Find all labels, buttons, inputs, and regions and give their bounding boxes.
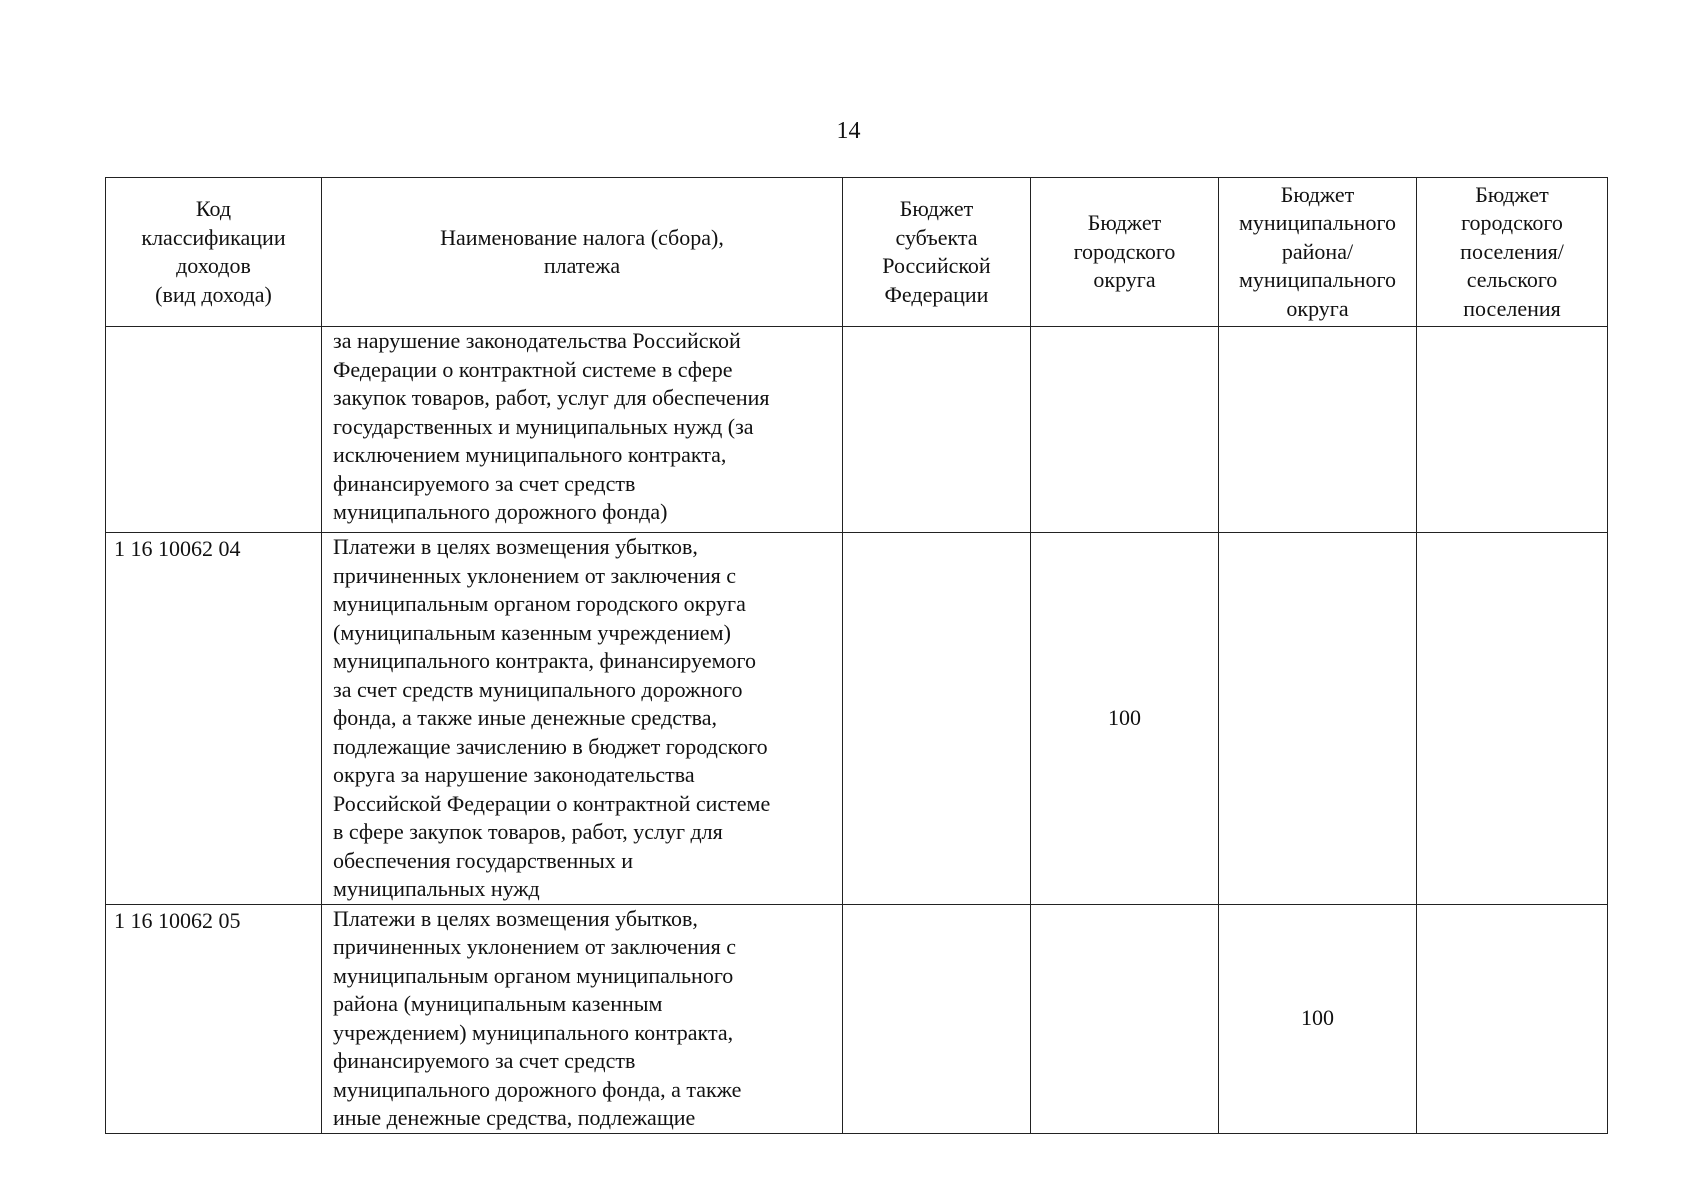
subject-budget-cell	[843, 533, 1031, 905]
page-number: 14	[836, 118, 861, 144]
table-header-row	[106, 178, 1608, 327]
settlement-budget-cell	[1417, 533, 1608, 905]
revenue-distribution-table	[105, 177, 1608, 1134]
header-subject-budget: Бюджет субъекта Российской Федерации	[843, 178, 1031, 327]
table-row	[106, 327, 1608, 533]
city-district-budget-cell	[1031, 327, 1219, 533]
income-code-cell	[106, 327, 322, 533]
subject-budget-cell	[843, 904, 1031, 1133]
municipal-district-budget-cell	[1219, 533, 1417, 905]
city-district-budget-cell: 100	[1031, 533, 1219, 905]
settlement-budget-cell	[1417, 327, 1608, 533]
header-city-district-budget: Бюджет городского округа	[1031, 178, 1219, 327]
header-municipal-district-budget: Бюджет муниципального района/ муниципального округа	[1219, 178, 1417, 327]
subject-budget-cell	[843, 327, 1031, 533]
municipal-district-budget-cell	[1219, 327, 1417, 533]
header-settlement-budget: Бюджет городского поселения/ сельского поселения	[1417, 178, 1608, 327]
header-tax-name: Наименование налога (сбора), платежа	[322, 178, 843, 327]
municipal-district-budget-cell: 100	[1219, 904, 1417, 1133]
table-row	[106, 904, 1608, 1133]
table-row	[106, 533, 1608, 905]
city-district-budget-cell	[1031, 904, 1219, 1133]
income-code-cell: 1 16 10062 04	[106, 533, 322, 905]
settlement-budget-cell	[1417, 904, 1608, 1133]
revenue-table-container	[105, 177, 1608, 1134]
header-income-code: Код классификации доходов (вид дохода)	[106, 178, 322, 327]
tax-name-cell: Платежи в целях возмещения убытков, причиненных уклонением от заключения с муниципальным органом городского округа (муниципальным казенным учреждением) муниципального контракта, финансируемого за счет средств муниципального дорожного фонда, а также иные денежные средства, подлежащие зачислению в бюджет городского округа за нарушение законодательства Российской Федерации о контрактной системе в сфере закупок товаров, работ, услуг для обеспечения государственных и муниципальных нужд	[322, 533, 843, 905]
tax-name-cell: Платежи в целях возмещения убытков, причиненных уклонением от заключения с муниципальным органом муниципального района (муниципальным казенным учреждением) муниципального контракта, финансируемого за счет средств муниципального дорожного фонда, а также иные денежные средства, подлежащие	[322, 904, 843, 1133]
tax-name-cell: за нарушение законодательства Российской Федерации о контрактной системе в сфере закупок товаров, работ, услуг для обеспечения государственных и муниципальных нужд (за исключением муниципального контракта, финансируемого за счет средств муниципального дорожного фонда)	[322, 327, 843, 533]
income-code-cell: 1 16 10062 05	[106, 904, 322, 1133]
